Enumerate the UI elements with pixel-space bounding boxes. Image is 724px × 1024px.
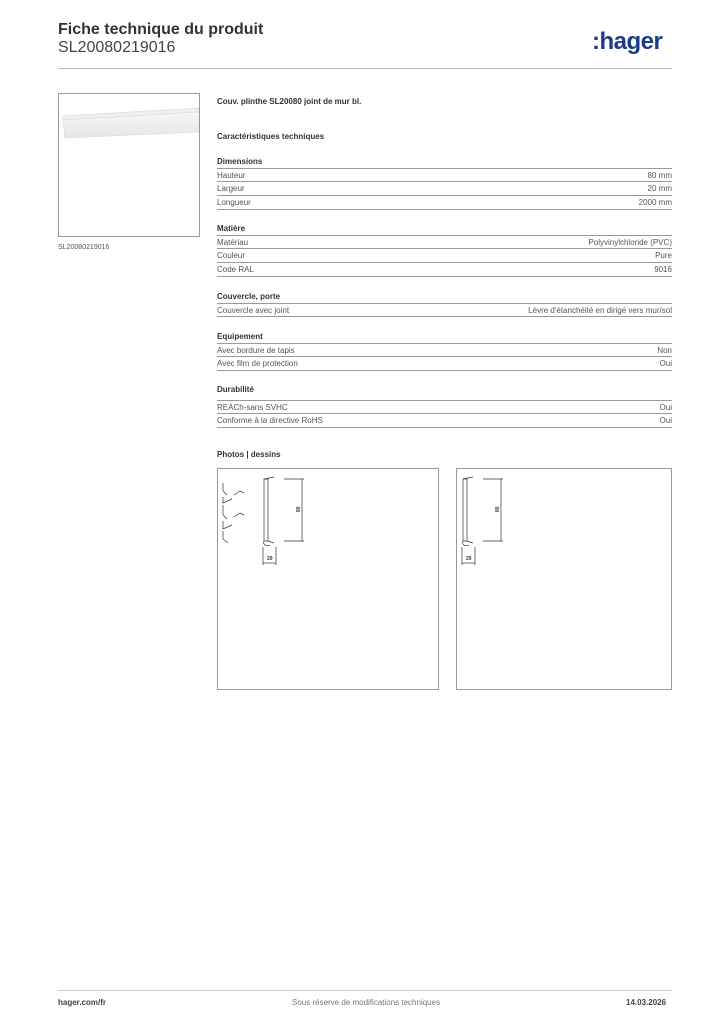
spec-row <box>217 263 672 277</box>
photos-title: Photos | dessins <box>217 450 281 459</box>
spec-row <box>217 196 672 210</box>
spec-row <box>217 357 672 371</box>
spec-value: Oui <box>659 403 672 412</box>
spec-value: Pure <box>655 251 672 260</box>
spec-row <box>217 400 672 414</box>
section-title-couvercle: Couvercle, porte <box>217 292 281 301</box>
spec-row <box>217 414 672 428</box>
profile-drawing-1 <box>218 469 438 689</box>
header-divider <box>58 68 672 69</box>
section-title-equipement: Equipement <box>217 332 263 341</box>
spec-label: Longueur <box>217 198 251 207</box>
spec-value: Lèvre d'étanchéité en dirigé vers mur/sol <box>528 306 672 315</box>
section-title-durabilite: Durabilité <box>217 385 254 394</box>
characteristics-title: Caractéristiques techniques <box>217 132 325 141</box>
spec-label: Largeur <box>217 184 245 193</box>
spec-value: 20 mm <box>647 184 672 193</box>
spec-row <box>217 249 672 263</box>
page-title: Fiche technique du produit <box>58 21 264 38</box>
spec-label: Couvercle avec joint <box>217 306 290 315</box>
spec-label: Matériau <box>217 238 249 247</box>
spec-label: Avec bordure de tapis <box>217 346 295 355</box>
spec-label: Code RAL <box>217 265 254 274</box>
spec-label: Avec film de protection <box>217 359 298 368</box>
footer-disclaimer: Sous réserve de modifications techniques <box>292 998 441 1007</box>
footer-date: 14.03.2026 <box>626 998 667 1007</box>
spec-row <box>217 303 672 317</box>
spec-row <box>217 182 672 196</box>
spec-row <box>217 235 672 249</box>
technical-drawing-1 <box>217 468 439 690</box>
section-title-matiere: Matière <box>217 224 246 233</box>
spec-value: Oui <box>659 359 672 368</box>
product-image-caption: SL20080219016 <box>58 244 110 251</box>
spec-value: 9016 <box>654 265 672 274</box>
spec-label: Conforme à la directive RoHS <box>217 416 323 425</box>
hager-logo <box>592 28 662 56</box>
spec-label: REACh-sans SVHC <box>217 403 288 412</box>
footer-website-link[interactable]: hager.com/fr <box>58 998 107 1007</box>
height-dimension-label: 80 <box>296 506 302 512</box>
spec-value: Polyvinylchloride (PVC) <box>588 238 672 247</box>
spec-value: Oui <box>659 416 672 425</box>
product-image-frame <box>58 93 200 237</box>
product-reference: SL20080219016 <box>58 39 176 56</box>
spec-row <box>217 343 672 357</box>
width-dimension-label: 20 <box>466 556 472 562</box>
product-image <box>59 94 199 236</box>
spec-value: Non <box>657 346 672 355</box>
height-dimension-label: 80 <box>495 506 501 512</box>
profile-drawing-2 <box>457 469 671 689</box>
logo-text: hager <box>599 28 663 55</box>
logo-mark-icon: : <box>592 28 600 55</box>
spec-row <box>217 168 672 182</box>
section-title-dimensions: Dimensions <box>217 157 263 166</box>
technical-drawing-2 <box>456 468 672 690</box>
footer-divider <box>58 990 672 991</box>
product-name: Couv. plinthe SL20080 joint de mur bl. <box>217 97 362 106</box>
width-dimension-label: 20 <box>267 556 273 562</box>
spec-label: Couleur <box>217 251 246 260</box>
spec-label: Hauteur <box>217 171 246 180</box>
spec-value: 2000 mm <box>638 198 672 207</box>
spec-value: 80 mm <box>647 171 672 180</box>
